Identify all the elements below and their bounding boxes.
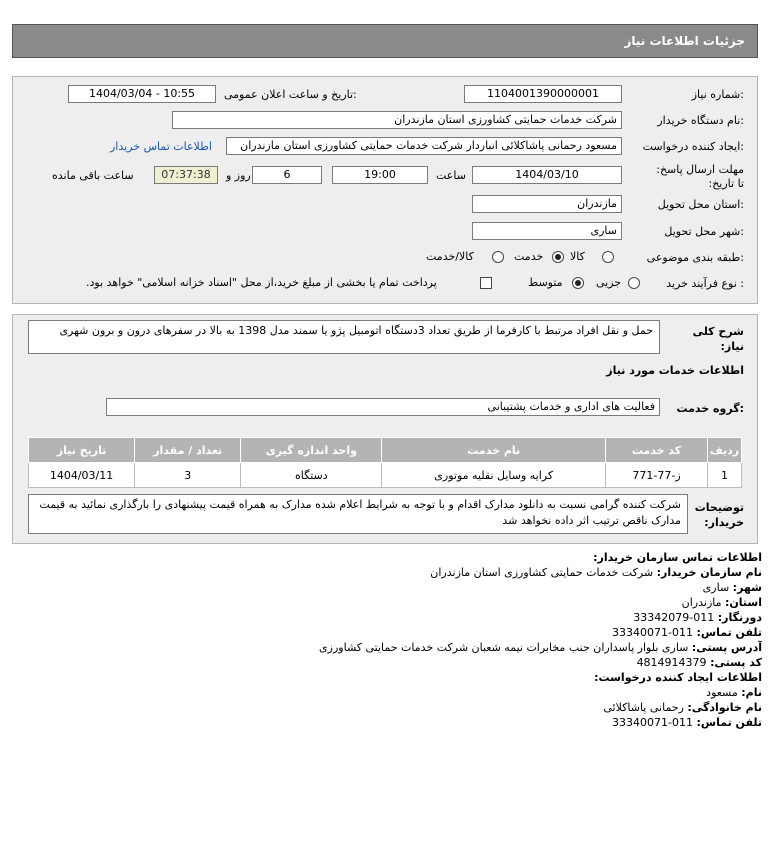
process-minor-radio[interactable]: [628, 277, 640, 289]
process-label: نوع فرآیند خرید :: [666, 277, 744, 290]
city-label: شهر محل تحویل:: [664, 225, 744, 238]
cell-code: ز-77-771: [606, 463, 708, 488]
buyer-org-label: نام دستگاه خریدار:: [657, 114, 744, 127]
service-group-label: گروه خدمت:: [676, 402, 744, 415]
process-medium-radio[interactable]: [572, 277, 584, 289]
contact-fax: دورنگار: 011-33342079: [633, 611, 762, 624]
buyer-contact-link[interactable]: اطلاعات تماس خریدار: [110, 140, 212, 153]
category-service-radio[interactable]: [552, 251, 564, 263]
province-field[interactable]: مازندران: [472, 195, 622, 213]
service-group-field[interactable]: فعالیت های اداری و خدمات پشتیبانی: [106, 398, 660, 416]
buyer-org-field[interactable]: شرکت خدمات حمایتی کشاورزی استان مازندران: [172, 111, 622, 129]
creator-name: نام: مسعود: [706, 686, 762, 699]
province-label: استان محل تحویل:: [657, 198, 744, 211]
creator-family: نام خانوادگی: رحمانی پاشاکلائی: [603, 701, 762, 714]
cell-date: 1404/03/11: [29, 463, 135, 488]
deadline-label: مهلت ارسال پاسخ: تا تاریخ:: [656, 163, 744, 190]
treasury-checkbox[interactable]: [480, 277, 492, 289]
creator-title: اطلاعات ایجاد کننده درخواست:: [594, 671, 762, 684]
services-title: اطلاعات خدمات مورد نیاز: [606, 364, 744, 377]
buyer-notes-field[interactable]: شرکت کننده گرامی نسبت به دانلود مدارک اقدام و با توجه به شرایط اعلام شده مدارک به همراه قیمت پیشنهادی را بارگذاری نمائید به قیمت مدارک ناقص ترتیب اثر داده نخواهد شد: [28, 494, 688, 534]
table-row[interactable]: [29, 463, 742, 488]
cell-qty: 3: [135, 463, 241, 488]
contact-address: آدرس پستی: ساری بلوار پاسداران جنب مخابرات نیمه شعبان شرکت خدمات حمایتی کشاورزی: [319, 641, 762, 654]
page-title: جزئیات اطلاعات نیاز: [624, 34, 745, 48]
buyer-notes-label: توضیحات خریدار:: [694, 501, 744, 529]
contact-org: نام سازمان خریدار: شرکت خدمات حمایتی کشاورزی استان مازندران: [430, 566, 762, 579]
cell-unit: دستگاه: [241, 463, 382, 488]
payment-note: پرداخت تمام یا بخشی از مبلغ خرید،از محل "اسناد خزانه اسلامی" خواهد بود.: [86, 276, 437, 289]
summary-label: شرح کلی نیاز:: [692, 325, 744, 353]
process-minor-label: جزیی: [596, 276, 622, 289]
time-label: ساعت: [436, 169, 466, 182]
category-both-label: کالا/خدمت: [426, 250, 474, 263]
col-code: کد خدمت: [606, 438, 708, 463]
col-name: نام خدمت: [382, 438, 606, 463]
category-both-radio[interactable]: [492, 251, 504, 263]
services-table: [28, 437, 742, 488]
page-header: [12, 24, 758, 58]
col-qty: تعداد / مقدار: [135, 438, 241, 463]
process-medium-label: متوسط: [528, 276, 563, 289]
announce-field[interactable]: [68, 85, 216, 103]
cell-name: کرایه وسایل نقلیه موتوری: [382, 463, 606, 488]
contact-city: شهر: ساری: [702, 581, 762, 594]
summary-field[interactable]: حمل و نقل افراد مرتبط با کارفرما از طریق تعداد 3دستگاه اتومبیل پژو یا سمند مدل 1398 به بالا در سفرهای درون و برون شهری: [28, 320, 660, 354]
table-header-row: [29, 438, 742, 463]
contact-title: اطلاعات تماس سازمان خریدار:: [593, 551, 762, 564]
col-unit: واحد اندازه گیری: [241, 438, 382, 463]
contact-postal: کد پستی: 4814914379: [636, 656, 762, 669]
city-field[interactable]: ساری: [472, 222, 622, 240]
creator-label: ایجاد کننده درخواست:: [642, 140, 744, 153]
cell-row: 1: [708, 463, 742, 488]
announce-value: 1404/03/04 - 10:55: [88, 87, 196, 100]
col-date: تاریخ نیاز: [29, 438, 135, 463]
announce-label: تاریخ و ساعت اعلان عمومی:: [224, 88, 357, 101]
contact-phone: تلفن تماس: 011-33340071: [612, 626, 762, 639]
need-number-field[interactable]: 1104001390000001: [464, 85, 622, 103]
creator-phone: تلفن تماس: 011-33340071: [612, 716, 762, 729]
days-field[interactable]: 6: [252, 166, 322, 184]
category-goods-label: کالا: [570, 250, 585, 263]
category-service-label: خدمت: [514, 250, 544, 263]
remaining-timer: 07:37:38: [154, 166, 218, 184]
days-label: روز و: [226, 169, 251, 182]
creator-field[interactable]: مسعود رحمانی پاشاکلائی انباردار شرکت خدمات حمایتی کشاورزی استان مازندران: [226, 137, 622, 155]
deadline-time-field[interactable]: 19:00: [332, 166, 428, 184]
deadline-date-field[interactable]: 1404/03/10: [472, 166, 622, 184]
col-row: ردیف: [708, 438, 742, 463]
contact-province: استان: مازندران: [681, 596, 762, 609]
need-number-label: شماره نیاز:: [691, 88, 744, 101]
category-goods-radio[interactable]: [602, 251, 614, 263]
category-label: طبقه بندی موضوعی:: [646, 251, 744, 264]
remaining-label: ساعت باقی مانده: [52, 169, 134, 182]
